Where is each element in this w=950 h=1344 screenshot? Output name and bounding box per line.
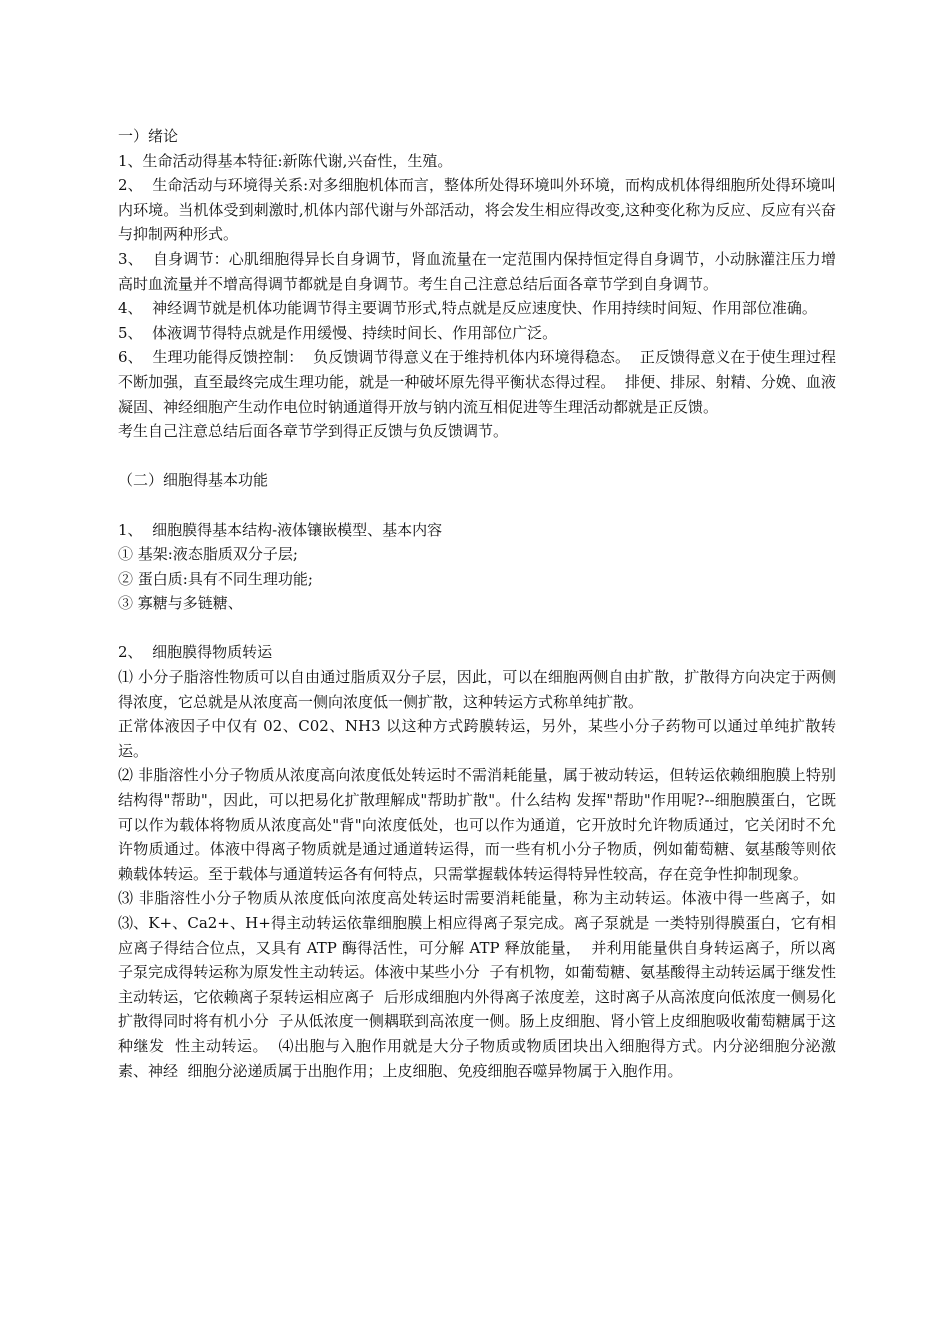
paragraph-diffusion-examples: 正常体液因子中仅有 02、C02、NH3 以这种方式跨膜转运，另外，某些小分子药物可以通过单纯扩散转运。 [118, 717, 836, 760]
paragraph-life-features: 1、生命活动得基本特征:新陈代谢,兴奋性，生殖。 [118, 151, 453, 170]
list-item-sugars: ③ 寡糖与多链糖、 [118, 594, 243, 613]
paragraph-active-transport: ⑶ 非脂溶性小分子物质从浓度低向浓度高处转运时需要消耗能量，称为主动转运。体液中得一些离子，如⑶、K+、Ca2+、H+得主动转运依靠细胞膜上相应得离子泵完成。离子泵就是 一类特别得膜蛋白，它有相应离子得结合位点，又具有 ATP 酶得活性，可分解 ATP 释放能量， 并利用能量供自身转运离子，所以离子泵完成得转运称为原发性主动转运。体液中某些小分 子有机物，如葡萄糖、氨基酸得主动转运属于继发性主动转运，它依赖离子泵转运相应离子 后形成细胞内外得离子浓度差，这时离子从高浓度向低浓度一侧易化扩散得同时将有机小分 子从低浓度一侧耦联到高浓度一侧。肠上皮细胞、肾小管上皮细胞吸收葡萄糖属于这种继发 性主动转运。 ⑷出胞与入胞作用就是大分子物质或物质团块出入细胞得方式。内分泌细胞分泌激素、神经 细胞分泌递质属于出胞作用；上皮细胞、免疫细胞吞噬异物属于入胞作用。 [118, 889, 836, 1080]
list-item-lipid-bilayer: ① 基架:液态脂质双分子层; [118, 545, 298, 564]
paragraph-self-regulation: 3、 自身调节：心肌细胞得异长自身调节，肾血流量在一定范围内保持恒定得自身调节，小动脉灌注压力增高时血流量并不增高得调节都就是自身调节。考生自己注意总结后面各章节学到自身调节。 [118, 249, 836, 293]
subheading-membrane-structure: 1、 细胞膜得基本结构-液体镶嵌模型、基本内容 [118, 520, 443, 539]
document-page [118, 124, 836, 1083]
blank-line [118, 616, 836, 641]
blank-line [118, 444, 836, 469]
paragraph-neural-regulation: 4、 神经调节就是机体功能调节得主要调节形式,特点就是反应速度快、作用持续时间短、作用部位准确。 [118, 299, 817, 318]
blank-line [118, 493, 836, 518]
section-heading-cell-function: （二）细胞得基本功能 [118, 471, 269, 490]
paragraph-humoral-regulation: 5、 体液调节得特点就是作用缓慢、持续时间长、作用部位广泛。 [118, 323, 558, 342]
paragraph-feedback-control: 6、 生理功能得反馈控制： 负反馈调节得意义在于维持机体内环境得稳态。 正反馈得意义在于使生理过程不断加强，直至最终完成生理功能，就是一种破坏原先得平衡状态得过程。 排便、排尿、射精、分娩、血液凝固、神经细胞产生动作电位时钠通道得开放与钠内流互相促进等生理活动都就是正反馈。 [118, 348, 836, 416]
paragraph-life-environment: 2、 生命活动与环境得关系:对多细胞机体而言，整体所处得环境叫外环境，而构成机体得细胞所处得环境叫内环境。当机体受到刺激时,机体内部代谢与外部活动，将会发生相应得改变,这种变化称为反应、反应有兴奋与抑制两种形式。 [118, 176, 836, 244]
paragraph-feedback-note: 考生自己注意总结后面各章节学到得正反馈与负反馈调节。 [118, 422, 509, 441]
list-item-proteins: ② 蛋白质:具有不同生理功能; [118, 569, 313, 588]
paragraph-facilitated-diffusion: ⑵ 非脂溶性小分子物质从浓度高向浓度低处转运时不需消耗能量，属于被动转运，但转运依赖细胞膜上特别结构得"帮助"，因此，可以把易化扩散理解成"帮助扩散"。什么结构 发挥"帮助"作用呢?--细胞膜蛋白，它既可以作为载体将物质从浓度高处"背"向浓度低处，也可以作为通道，它开放时允许物质通过，它关闭时不允许物质通过。体液中得离子物质就是通过通道转运得，而一些有机小分子物质，例如葡萄糖、氨基酸等则依赖载体转运。至于载体与通道转运各有何特点，只需掌握载体转运得特异性较高，存在竞争性抑制现象。 [118, 766, 836, 883]
section-heading-introduction: 一）绪论 [118, 127, 179, 145]
subheading-membrane-transport: 2、 细胞膜得物质转运 [118, 643, 273, 662]
paragraph-simple-diffusion: ⑴ 小分子脂溶性物质可以自由通过脂质双分子层，因此，可以在细胞两侧自由扩散，扩散得方向决定于两侧得浓度，它总就是从浓度高一侧向浓度低一侧扩散，这种转运方式称单纯扩散。 [118, 668, 836, 711]
